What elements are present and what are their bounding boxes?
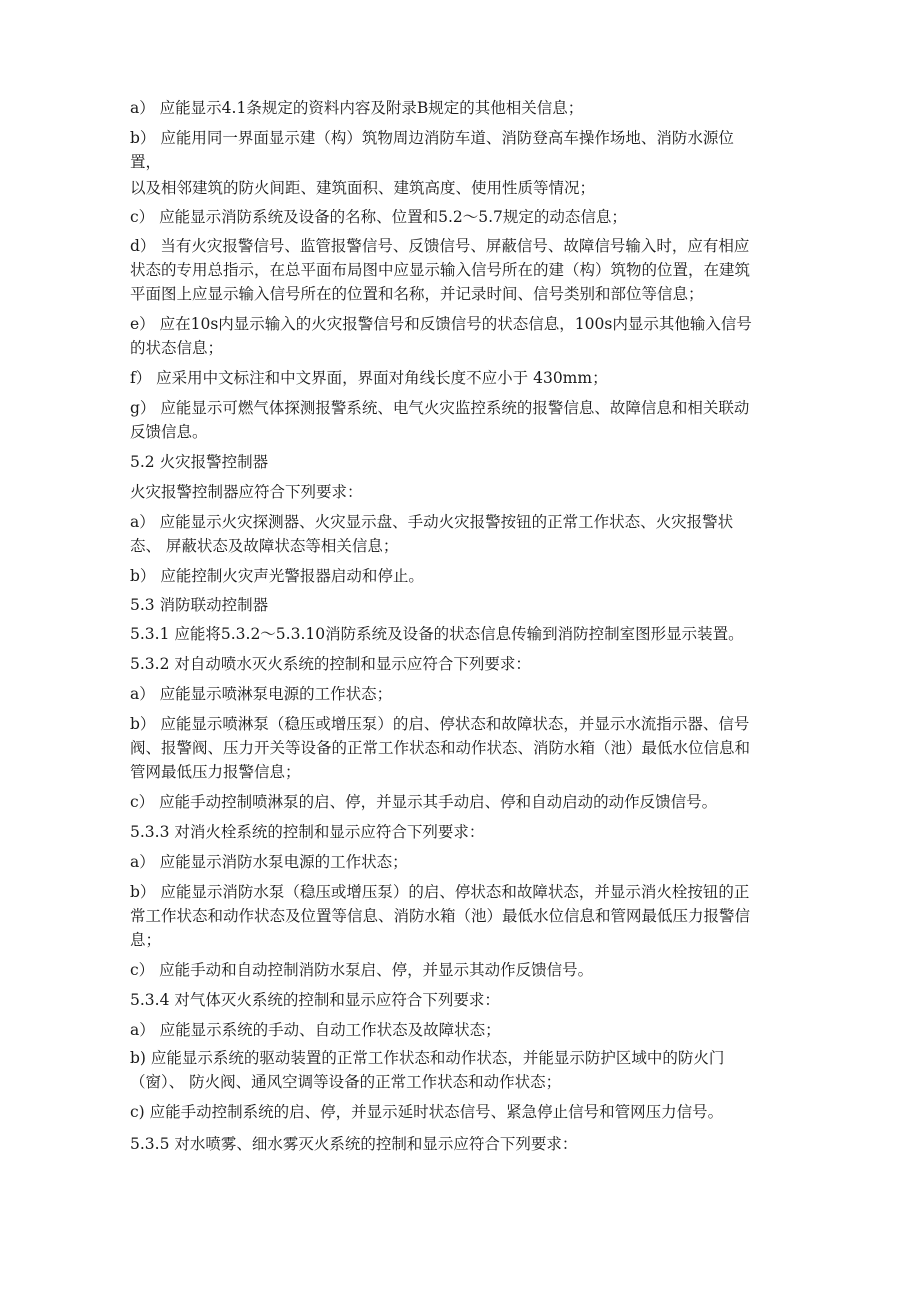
text-line: 5.3.1 应能将5.3.2～5.3.10消防系统及设备的状态信息传输到消防控制室图形显示装置。 (130, 625, 744, 643)
text-line: d） 当有火灾报警信号、监管报警信号、反馈信号、屏蔽信号、故障信号输入时，应有相应 (130, 237, 750, 255)
text-line: 状态的专用总指示，在总平面布局图中应显示输入信号所在的建（构）筑物的位置，在建筑 (130, 261, 751, 279)
text-line: 息； (130, 931, 162, 949)
text-line: a） 应能显示喷淋泵电源的工作状态； (130, 685, 393, 703)
text-line: c） 应能显示消防系统及设备的名称、位置和5.2～5.7规定的动态信息； (130, 208, 627, 226)
text-line: 置， (130, 153, 162, 171)
section-heading: 5.3 消防联动控制器 (130, 596, 269, 614)
section-heading: 5.2 火灾报警控制器 (130, 453, 269, 471)
text-line: 阀、报警阀、压力开关等设备的正常工作状态和动作状态、消防水箱（池）最低水位信息和 (130, 739, 751, 757)
text-line: （窗）、 防火阀、通风空调等设备的正常工作状态和动作状态； (130, 1073, 562, 1091)
text-line: 管网最低压力报警信息； (130, 763, 301, 781)
text-line: e） 应在10s内显示输入的火灾报警信号和反馈信号的状态信息，100s内显示其他输入信号 (130, 315, 752, 333)
text-line: b） 应能显示喷淋泵（稳压或增压泵）的启、停状态和故障状态，并显示水流指示器、信号 (130, 715, 750, 733)
text-line: 5.3.2 对自动喷水灭火系统的控制和显示应符合下列要求： (130, 655, 531, 673)
text-line: 5.3.3 对消火栓系统的控制和显示应符合下列要求： (130, 823, 485, 841)
text-line: 5.3.5 对水喷雾、细水雾灭火系统的控制和显示应符合下列要求： (130, 1135, 578, 1153)
text-line: 平面图上应显示输入信号所在的位置和名称，并记录时间、信号类别和部位等信息； (130, 285, 704, 303)
text-line: 以及相邻建筑的防火间距、建筑面积、建筑高度、使用性质等情况； (130, 179, 596, 197)
text-line: 火灾报警控制器应符合下列要求： (130, 483, 363, 501)
text-line: g） 应能显示可燃气体探测报警系统、电气火灾监控系统的报警信息、故障信息和相关联动 (130, 399, 750, 417)
text-line: b） 应能用同一界面显示建（构）筑物周边消防车道、消防登高车操作场地、消防水源位 (130, 129, 734, 147)
text-line: 反馈信息。 (130, 423, 208, 441)
text-line: a） 应能显示火灾探测器、火灾显示盘、手动火灾报警按钮的正常工作状态、火灾报警状 (130, 513, 734, 531)
text-line: c） 应能手动和自动控制消防水泵启、停，并显示其动作反馈信号。 (130, 961, 594, 979)
text-line: b） 应能显示消防水泵（稳压或增压泵）的启、停状态和故障状态，并显示消火栓按钮的正 (130, 883, 750, 901)
text-line: f） 应采用中文标注和中文界面，界面对角线长度不应小于 430mm； (130, 369, 608, 387)
text-line: a） 应能显示系统的手动、自动工作状态及故障状态； (130, 1021, 501, 1039)
text-line: a） 应能显示4.1条规定的资料内容及附录B规定的其他相关信息； (130, 99, 584, 117)
text-line: c） 应能手动控制喷淋泵的启、停，并显示其手动启、停和自动启动的动作反馈信号。 (130, 793, 718, 811)
text-line: b） 应能控制火灾声光警报器启动和停止。 (130, 567, 424, 585)
text-line: 态、 屏蔽状态及故障状态等相关信息； (130, 537, 399, 555)
text-line: 的状态信息； (130, 339, 224, 357)
text-line: b) 应能显示系统的驱动装置的正常工作状态和动作状态，并能显示防护区域中的防火门 (130, 1049, 725, 1067)
text-line: a） 应能显示消防水泵电源的工作状态； (130, 853, 408, 871)
text-line: c) 应能手动控制系统的启、停，并显示延时状态信号、紧急停止信号和管网压力信号。 (130, 1103, 724, 1121)
text-line: 5.3.4 对气体灭火系统的控制和显示应符合下列要求： (130, 991, 500, 1009)
text-line: 常工作状态和动作状态及位置等信息、消防水箱（池）最低水位信息和管网最低压力报警信 (130, 907, 751, 925)
